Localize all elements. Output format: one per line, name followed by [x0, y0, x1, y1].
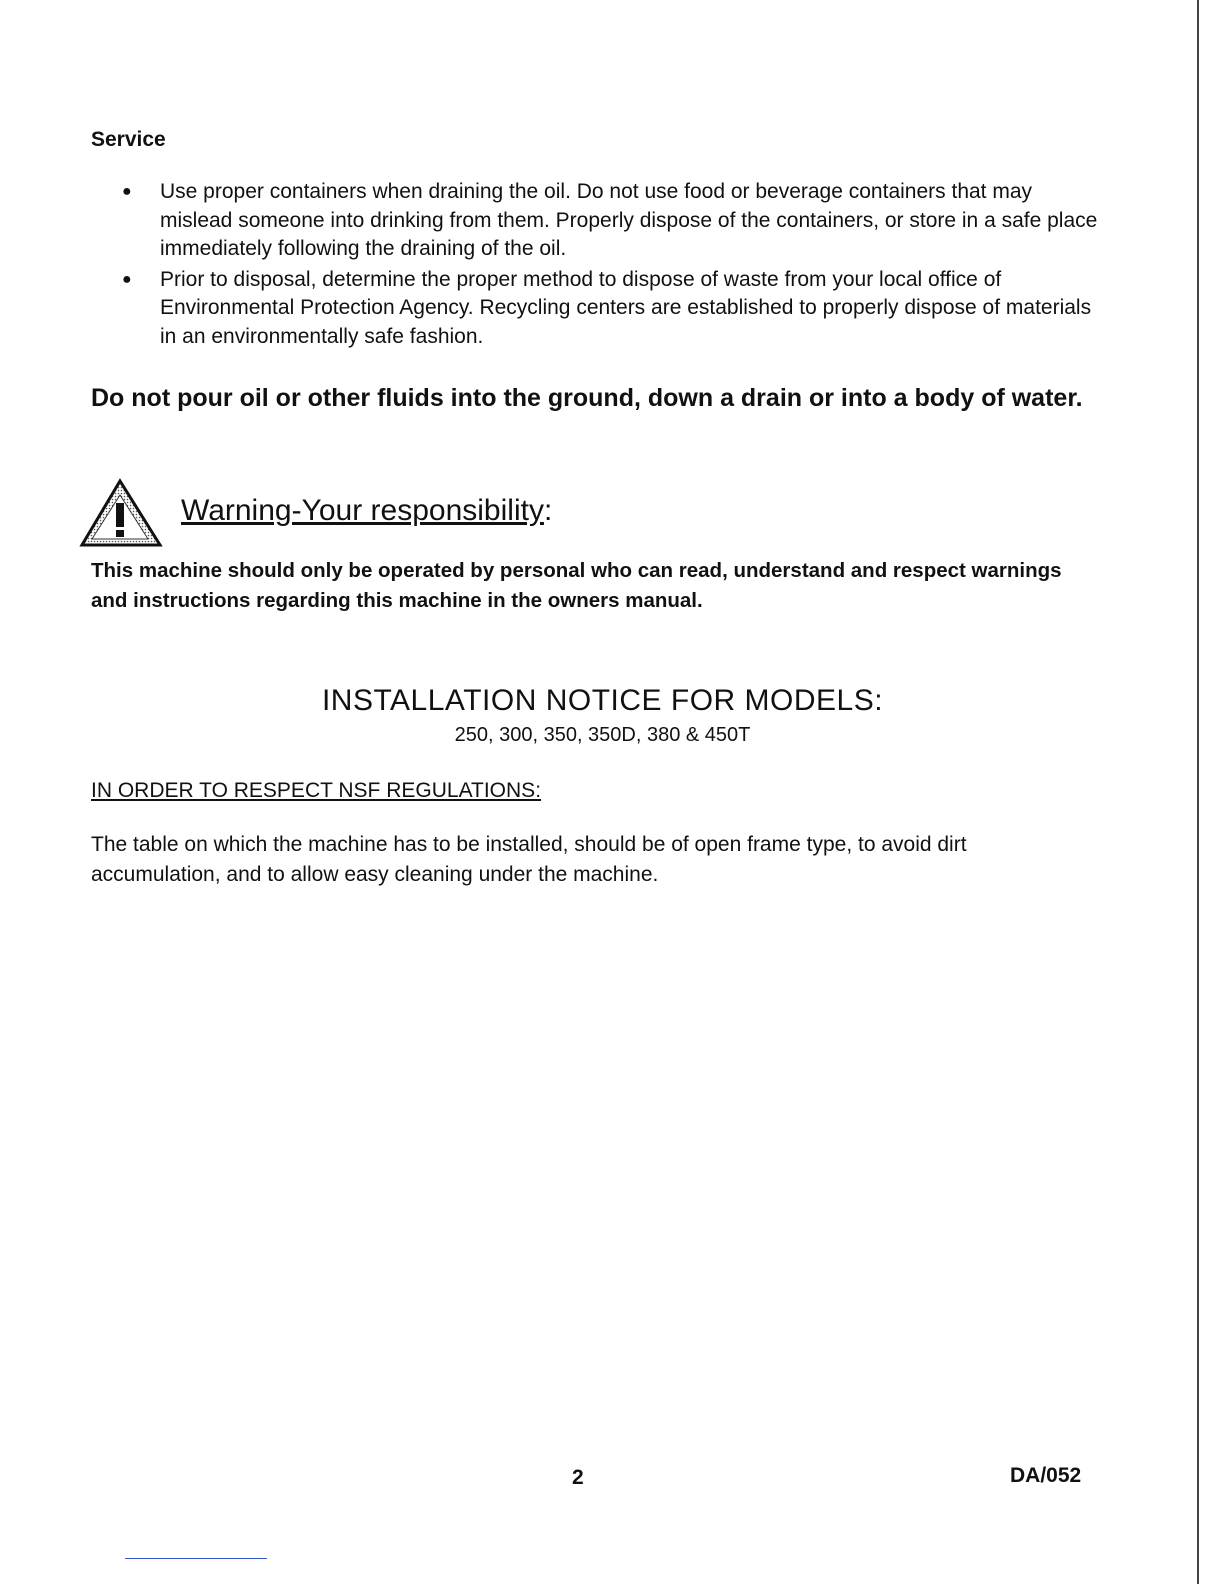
warning-title — [181, 494, 552, 528]
bullet-text: Use proper containers when draining the oil. Do not use food or beverage containers that may mislead someone into drinking from them. Properly dispose of the containers, or store in a safe place immediately following the draining of the oil. — [160, 180, 1098, 260]
warning-triangle-icon — [78, 477, 166, 549]
installation-title: INSTALLATION NOTICE FOR MODELS: — [321, 684, 884, 717]
service-bullet-list — [118, 178, 1098, 353]
page-edge-border — [1197, 0, 1199, 1584]
warning-title-suffix: : — [543, 494, 553, 527]
table-instruction-text: The table on which the machine has to be installed, should be of open frame type, to avoid dirt accumulation, and to allow easy cleaning under the machine. — [91, 833, 967, 886]
warning-title-text: Warning-Your responsibility — [181, 494, 544, 527]
bullet-icon: ● — [122, 183, 132, 200]
fluid-disposal-warning: Do not pour oil or other fluids into the ground, down a drain or into a body of water. — [91, 384, 1083, 412]
installation-models: 250, 300, 350, 350D, 380 & 450T — [454, 724, 751, 746]
document-code: DA/052 — [1010, 1464, 1082, 1487]
page-number: 2 — [572, 1466, 584, 1489]
responsibility-text: This machine should only be operated by personal who can read, understand and respect warnings and instructions regarding this machine in the owners manual. — [91, 559, 1062, 612]
list-item — [118, 178, 1098, 264]
bottom-rule — [125, 1558, 267, 1559]
bullet-text: Prior to disposal, determine the proper method to dispose of waste from your local office of Environmental Protection Agency. Recycling centers are established to properly dispose of materials in an environmentally safe fashion. — [160, 267, 1092, 348]
bullet-icon: ● — [122, 270, 132, 288]
list-item — [118, 266, 1098, 352]
nsf-heading: IN ORDER TO RESPECT NSF REGULATIONS: — [91, 779, 542, 802]
service-heading: Service — [91, 128, 166, 151]
